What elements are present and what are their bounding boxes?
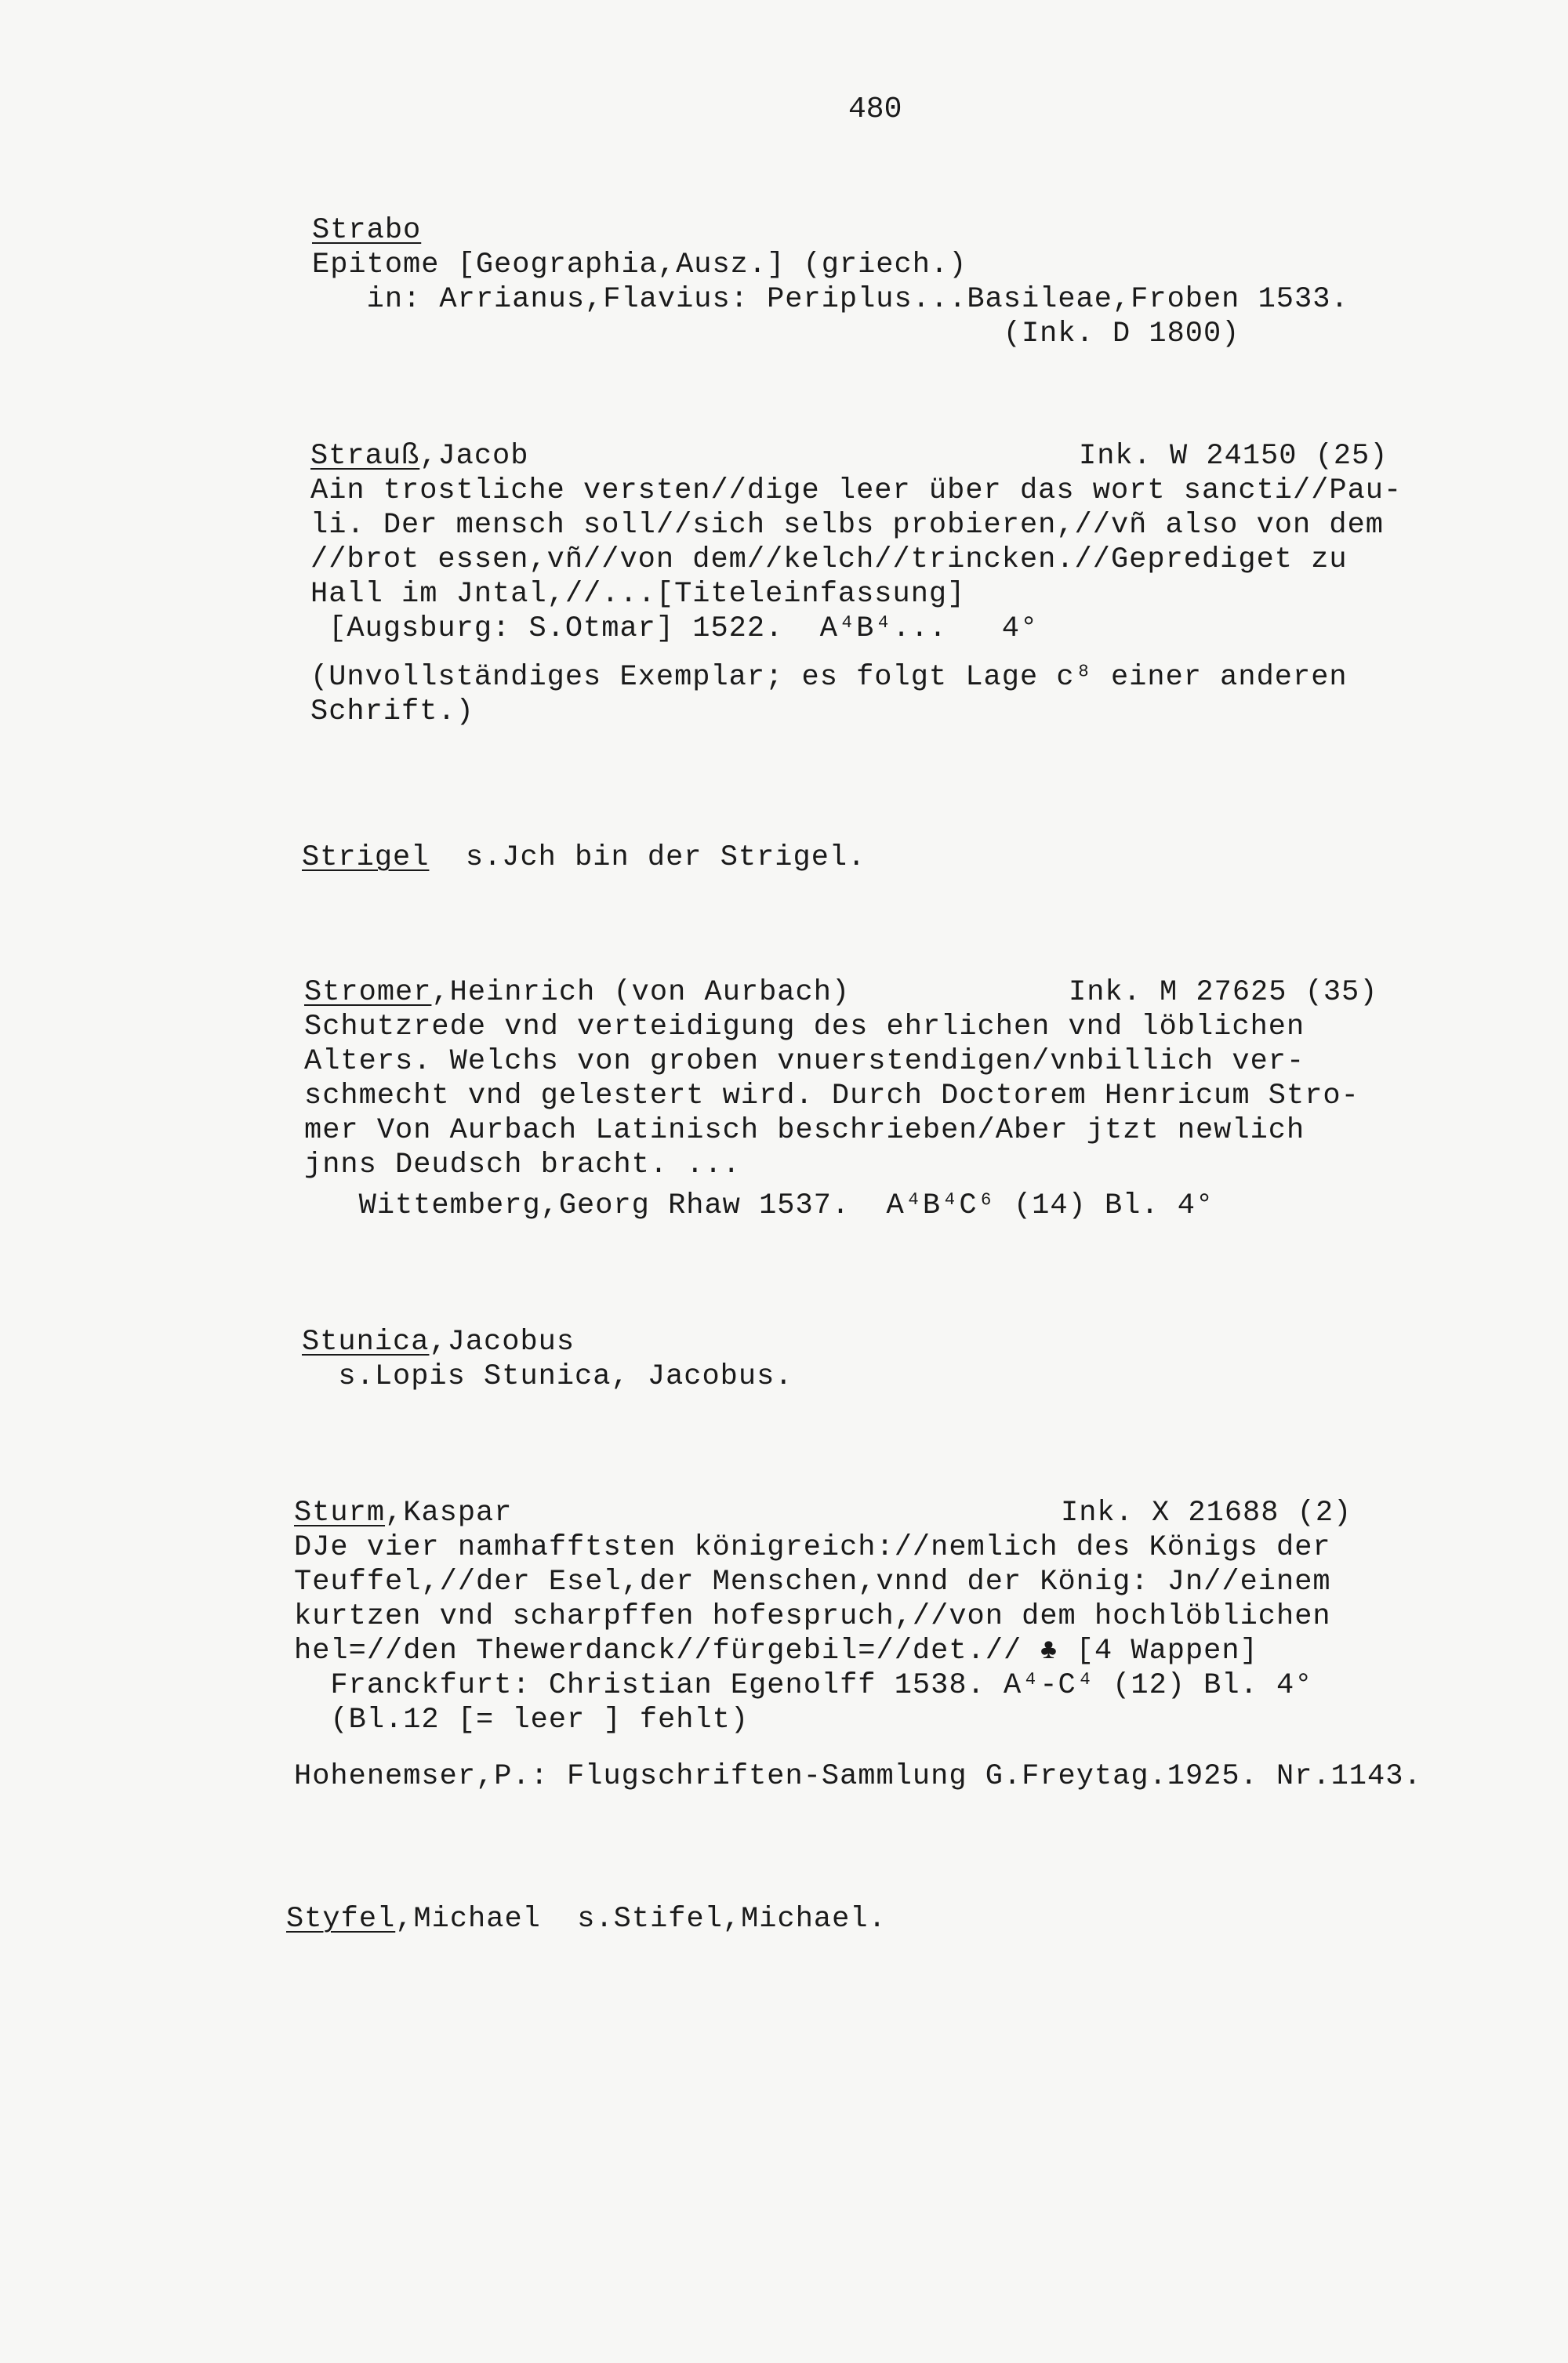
entry-heading: Styfel — [286, 1903, 396, 1936]
entry-line: (Ink. D 1800) — [312, 318, 1240, 350]
entry-strabo — [312, 213, 1349, 351]
entry-line: Ain trostliche versten//dige leer über das wort sancti//Pau- — [310, 474, 1403, 507]
entry-heading: Sturm — [294, 1497, 386, 1530]
entry-line: in: Arrianus,Flavius: Periplus...Basileae,Froben 1533. — [312, 283, 1349, 316]
entry-heading: Stromer — [304, 976, 432, 1009]
entry-line: schmecht vnd gelestert wird. Durch Doctorem Henricum Stro- — [304, 1080, 1359, 1113]
entry-heading-rest: ,Jacob — [419, 440, 529, 473]
entry-line: mer Von Aurbach Latinisch beschrieben/Aber jtzt newlich — [304, 1114, 1305, 1147]
entry-heading: Stunica — [302, 1326, 430, 1359]
reference-line: Hohenemser,P.: Flugschriften-Sammlung G.Freytag.1925. Nr.1143. — [294, 1760, 1422, 1793]
entry-line: Schrift.) — [310, 695, 474, 728]
entry-heading-rest: ,Heinrich (von Aurbach) — [431, 976, 851, 1009]
entry-line: //brot essen,vñ//von dem//kelch//trincken.//Geprediget zu — [310, 543, 1348, 576]
page-number: 480 — [848, 93, 902, 126]
entry-heading-rest: ,Michael s.Stifel,Michael. — [395, 1903, 887, 1936]
entry-stromer — [304, 975, 1378, 1223]
entry-line: (Unvollständiges Exemplar; es folgt Lage c⁸ einer anderen — [310, 661, 1348, 694]
entry-line: Teuffel,//der Esel,der Menschen,vnnd der König: Jn//einem — [294, 1566, 1331, 1599]
entry-line: DJe vier namhafftsten königreich://nemlich des Königs der — [294, 1531, 1331, 1564]
entry-line: Alters. Welchs von groben vnuerstendigen/vnbillich ver- — [304, 1045, 1305, 1078]
entry-line: s.Lopis Stunica, Jacobus. — [302, 1360, 793, 1393]
entry-strauss — [310, 439, 1402, 729]
entry-heading: Strabo — [312, 214, 422, 247]
entry-line: Wittemberg,Georg Rhaw 1537. A⁴B⁴C⁶ (14) Bl. 4° — [304, 1189, 1214, 1222]
entry-heading-rest: ,Kaspar — [385, 1497, 513, 1530]
shelfmark: Ink. X 21688 (2) — [1061, 1497, 1352, 1530]
entry-line: Hall im Jntal,//...[Titeleinfassung] — [310, 578, 966, 611]
entry-line: Epitome [Geographia,Ausz.] (griech.) — [312, 249, 967, 281]
entry-sturm — [294, 1496, 1422, 1794]
entry-line: li. Der mensch soll//sich selbs probieren,//vñ also von dem — [310, 509, 1385, 542]
entry-line: kurtzen vnd scharpffen hofespruch,//von dem hochlöblichen — [294, 1600, 1331, 1633]
entry-heading-rest: ,Jacobus — [429, 1326, 575, 1359]
entry-line: jnns Deudsch bracht. ... — [304, 1149, 741, 1182]
entry-heading: Strigel — [302, 841, 430, 874]
entry-styfel — [286, 1902, 887, 1936]
entry-line: (Bl.12 [= leer ] fehlt) — [294, 1704, 750, 1737]
entry-stunica — [302, 1325, 793, 1394]
shelfmark: Ink. W 24150 (25) — [1079, 440, 1388, 473]
entry-line: Schutzrede vnd verteidigung des ehrlichen vnd löblichen — [304, 1011, 1305, 1044]
entry-line: hel=//den Thewerdanck//fürgebil=//det.// ♣ [4 Wappen] — [294, 1635, 1258, 1668]
entry-heading-rest: s.Jch bin der Strigel. — [429, 841, 866, 874]
entry-strigel — [302, 840, 866, 875]
entry-line: [Augsburg: S.Otmar] 1522. A⁴B⁴... 4° — [310, 612, 1039, 645]
entry-line: Franckfurt: Christian Egenolff 1538. A⁴-C⁴ (12) Bl. 4° — [294, 1669, 1313, 1702]
entry-heading: Strauß — [310, 440, 420, 473]
shelfmark: Ink. M 27625 (35) — [1069, 976, 1378, 1009]
